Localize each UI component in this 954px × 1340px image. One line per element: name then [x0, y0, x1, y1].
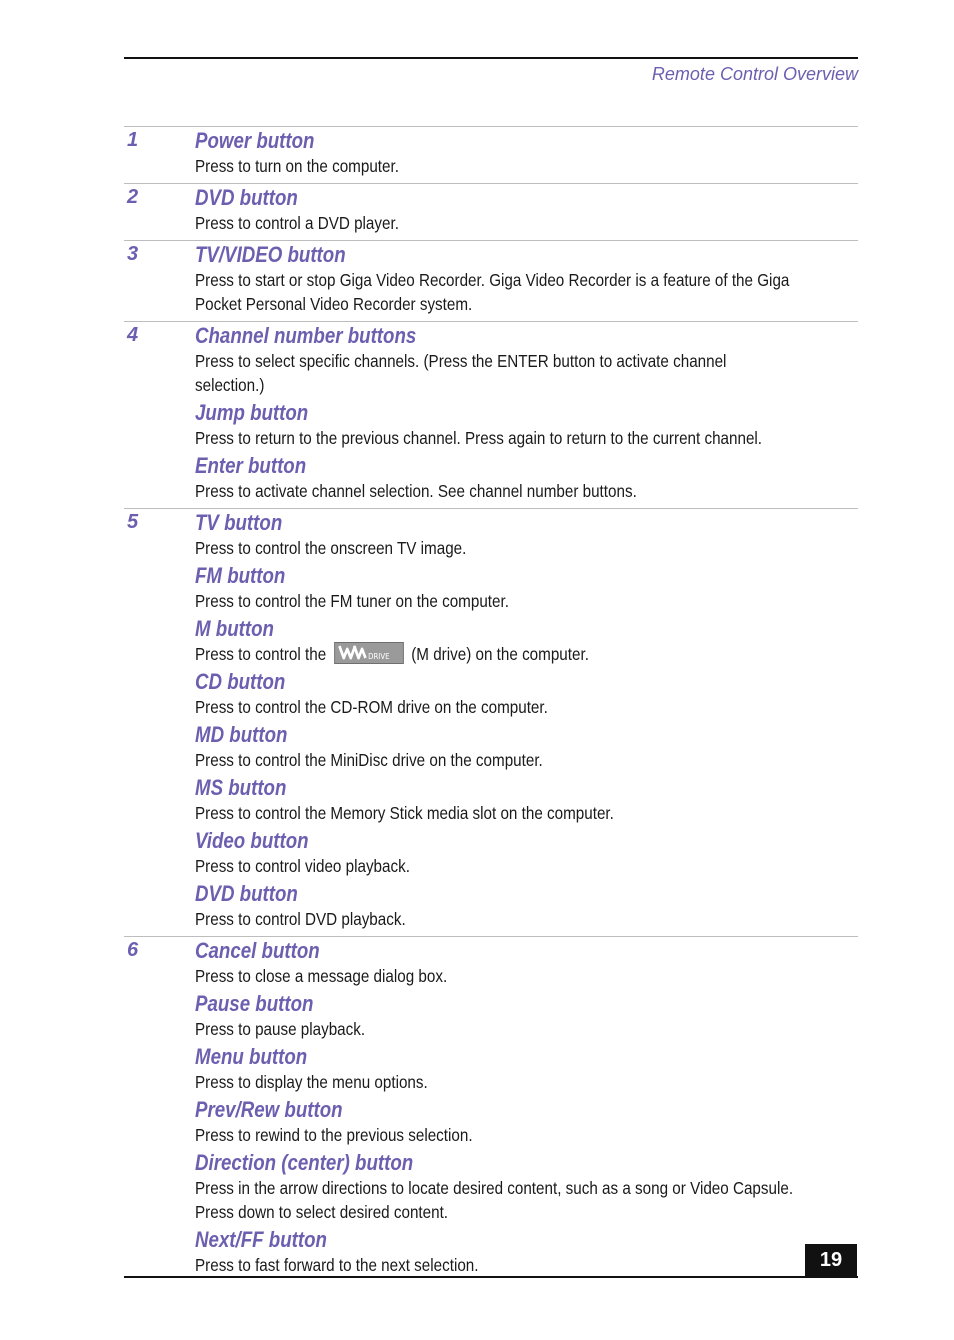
row-number: 6: [127, 939, 139, 961]
section-title: Remote Control Overview: [651, 64, 858, 84]
button-heading: Enter button: [195, 453, 307, 478]
row-number: 5: [127, 511, 139, 533]
button-description: Press to select specific channels. (Press the ENTER button to activate channel selection.): [195, 351, 727, 395]
button-heading: Pause button: [195, 991, 314, 1016]
button-heading: Channel number buttons: [195, 323, 417, 348]
desc-text-after: (M drive) on the computer.: [411, 644, 589, 664]
button-description: Press to control the onscreen TV image.: [195, 538, 467, 558]
button-heading: MS button: [195, 775, 287, 800]
button-description: Press to fast forward to the next selection.: [195, 1255, 479, 1275]
table-row: [124, 240, 858, 321]
button-description: Press to control the CD-ROM drive on the computer.: [195, 697, 548, 717]
button-heading: Jump button: [195, 400, 309, 425]
button-description: Press to control a DVD player.: [195, 213, 399, 233]
button-heading: MD button: [195, 722, 288, 747]
header-rule: [124, 57, 858, 59]
row-number: 1: [127, 129, 139, 151]
page-number: 19: [805, 1244, 857, 1277]
button-description: Press to turn on the computer.: [195, 156, 399, 176]
button-heading: Cancel button: [195, 938, 320, 963]
button-heading: Menu button: [195, 1044, 308, 1069]
desc-text-before: Press to control the: [195, 644, 327, 664]
row-number: 2: [127, 186, 139, 208]
button-heading: CD button: [195, 669, 286, 694]
table-row: [124, 508, 858, 936]
button-heading: FM button: [195, 563, 286, 588]
m-drive-logo-icon: [334, 642, 404, 664]
button-description: Press to control DVD playback.: [195, 909, 406, 929]
button-description: Press to close a message dialog box.: [195, 966, 448, 986]
row-number: 3: [127, 243, 139, 265]
button-heading: TV/VIDEO button: [195, 242, 346, 267]
button-heading: Power button: [195, 128, 315, 153]
button-description: Press to control the Memory Stick media slot on the computer.: [195, 803, 614, 823]
button-description: Press to return to the previous channel. Press again to return to the current channel.: [195, 428, 763, 448]
button-heading: Video button: [195, 828, 309, 853]
table-row: [124, 126, 858, 183]
button-description: Press in the arrow directions to locate desired content, such as a song or Video Capsule. Press down to select desired content.: [195, 1178, 794, 1222]
footer-rule: [124, 1276, 858, 1278]
button-reference-table: [124, 126, 858, 1282]
table-row: [124, 936, 858, 1282]
button-heading: TV button: [195, 510, 283, 535]
button-description: Press to display the menu options.: [195, 1072, 428, 1092]
button-description: Press to control the FM tuner on the computer.: [195, 591, 509, 611]
table-row: [124, 183, 858, 240]
button-description: Press to activate channel selection. See channel number buttons.: [195, 481, 637, 501]
button-heading: Prev/Rew button: [195, 1097, 343, 1122]
button-description: Press to control video playback.: [195, 856, 410, 876]
button-heading: DVD button: [195, 185, 298, 210]
row-number: 4: [127, 324, 139, 346]
button-heading: M button: [195, 616, 274, 641]
button-description: Press to pause playback.: [195, 1019, 366, 1039]
button-heading: Direction (center) button: [195, 1150, 414, 1175]
button-description: Press to rewind to the previous selection.: [195, 1125, 473, 1145]
m-drive-logo-text: DRIVE: [367, 651, 390, 662]
table-row: [124, 321, 858, 508]
button-heading: Next/FF button: [195, 1227, 327, 1252]
button-heading: DVD button: [195, 881, 298, 906]
button-description: Press to control the MiniDisc drive on the computer.: [195, 750, 543, 770]
button-description: Press to start or stop Giga Video Recorder. Giga Video Recorder is a feature of the Giga Pocket Personal Video Recorder system.: [195, 270, 790, 314]
button-description: [195, 642, 856, 666]
